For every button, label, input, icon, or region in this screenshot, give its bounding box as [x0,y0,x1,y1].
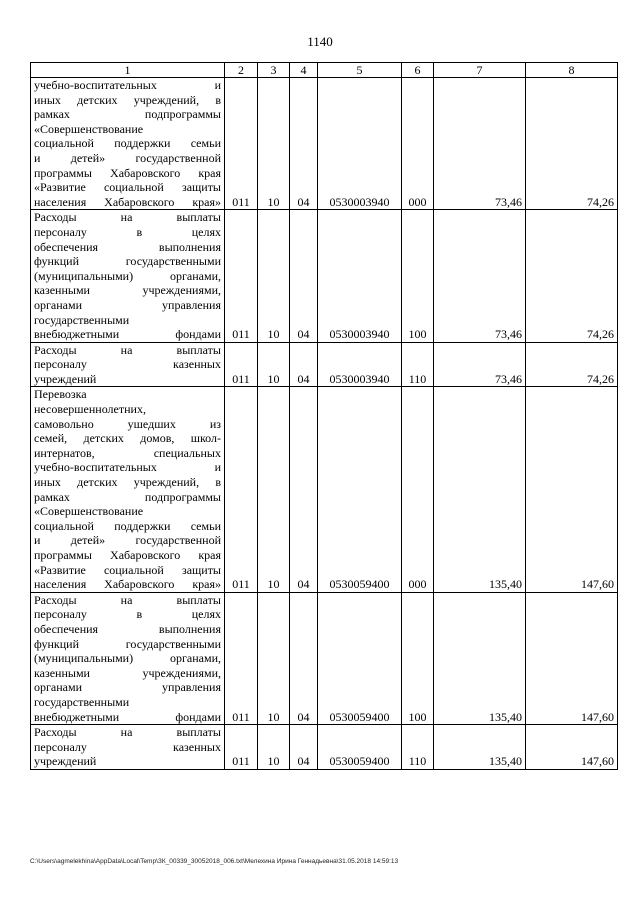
description-line: персоналу казенных [34,739,221,754]
description-line: и детей» государственной [34,150,221,165]
description-line: казенными учреждениями, [34,665,221,680]
row-description [31,342,225,387]
expense-type-code: 000 [402,387,434,592]
ministry-code: 011 [225,592,258,724]
amount-year-1: 73,46 [434,210,526,342]
description-line: органами управления [34,680,221,695]
amount-year-1: 135,40 [434,725,526,770]
target-article-code: 0530003940 [318,210,402,342]
description-line: «Совершенствование [34,504,144,519]
row-description [31,387,225,592]
subsection-code: 04 [290,210,318,342]
description-line: функций государственными [34,254,221,269]
amount-year-2: 147,60 [526,387,618,592]
header-row [31,63,618,78]
page-number: 1140 [307,34,333,49]
ministry-code: 011 [225,725,258,770]
description-line: «Совершенствование [34,121,144,136]
budget-table [30,62,618,770]
subsection-code: 04 [290,342,318,387]
expense-type-code: 000 [402,78,434,210]
row-description [31,592,225,724]
section-code: 10 [258,342,290,387]
col-header-5: 5 [318,63,402,78]
description-line: обеспечения выполнения [34,239,221,254]
ministry-code: 011 [225,342,258,387]
amount-year-1: 73,46 [434,78,526,210]
col-header-8: 8 [526,63,618,78]
target-article-code: 0530059400 [318,592,402,724]
description-line: (муниципальными) органами, [34,651,221,666]
description-line: рамках подпрограммы [34,489,221,504]
col-header-3: 3 [258,63,290,78]
table-row [31,78,618,210]
expense-type-code: 100 [402,592,434,724]
table-row [31,387,618,592]
target-article-code: 0530003940 [318,78,402,210]
expense-type-code: 110 [402,725,434,770]
amount-year-1: 73,46 [434,342,526,387]
description-line: программы Хабаровского края [34,165,221,180]
description-line: Перевозка [34,387,87,402]
description-line: внебюджетными фондами [34,327,221,342]
table-row [31,210,618,342]
description-line: органами управления [34,297,221,312]
description-line: иных детских учреждений, в [34,92,221,107]
target-article-code: 0530059400 [318,387,402,592]
subsection-code: 04 [290,387,318,592]
expense-type-code: 100 [402,210,434,342]
table-row [31,342,618,387]
description-line: функций государственными [34,636,221,651]
ministry-code: 011 [225,387,258,592]
description-line: внебюджетными фондами [34,709,221,724]
ministry-code: 011 [225,210,258,342]
amount-year-2: 74,26 [526,78,618,210]
section-code: 10 [258,592,290,724]
amount-year-2: 147,60 [526,592,618,724]
description-line: несовершеннолетних, [34,402,146,417]
description-line: иных детских учреждений, в [34,475,221,490]
section-code: 10 [258,210,290,342]
row-description [31,725,225,770]
row-description [31,210,225,342]
description-line: учреждений [34,371,97,386]
ministry-code: 011 [225,78,258,210]
col-header-1: 1 [31,63,225,78]
description-line: персоналу казенных [34,357,221,372]
description-line: обеспечения выполнения [34,621,221,636]
section-code: 10 [258,387,290,592]
amount-year-1: 135,40 [434,592,526,724]
description-line: программы Хабаровского края [34,548,221,562]
description-line: населения Хабаровского края» [34,577,221,592]
col-header-2: 2 [225,63,258,78]
description-line: социальной поддержки семьи [34,518,221,533]
description-line: учебно-воспитательных и [34,78,221,92]
description-line: рамках подпрограммы [34,107,221,122]
description-line: семей, детских домов, школ- [34,431,221,446]
description-line: (муниципальными) органами, [34,268,221,283]
description-line: персоналу в целях [34,607,221,622]
description-line: «Развитие социальной защиты [34,180,221,195]
description-line: населения Хабаровского края» [34,194,221,209]
description-line: самовольно ушедших из [34,416,221,431]
description-line: Расходы на выплаты [34,725,221,740]
row-description [31,78,225,210]
file-path-footer: C:\Users\agmelekhina\AppData\Local\Temp\ЗК_00339_30052018_006.txt\Мелехина Ирина Геннадьевна\31.05.2018 14:59:13 [30,858,399,865]
amount-year-2: 147,60 [526,725,618,770]
table-row [31,592,618,724]
description-line: и детей» государственной [34,533,221,548]
description-line: казенными учреждениями, [34,283,221,298]
subsection-code: 04 [290,592,318,724]
subsection-code: 04 [290,78,318,210]
col-header-4: 4 [290,63,318,78]
section-code: 10 [258,725,290,770]
description-line: социальной поддержки семьи [34,136,221,151]
table-row [31,725,618,770]
description-line: персоналу в целях [34,224,221,239]
target-article-code: 0530059400 [318,725,402,770]
target-article-code: 0530003940 [318,342,402,387]
amount-year-2: 74,26 [526,342,618,387]
description-line: государственными [34,694,130,709]
description-line: Расходы на выплаты [34,210,221,225]
description-line: государственными [34,312,130,327]
description-line: «Развитие социальной защиты [34,562,221,577]
subsection-code: 04 [290,725,318,770]
description-line: Расходы на выплаты [34,342,221,357]
amount-year-2: 74,26 [526,210,618,342]
section-code: 10 [258,78,290,210]
table-body [31,78,618,770]
description-line: учебно-воспитательных и [34,460,221,475]
col-header-7: 7 [434,63,526,78]
col-header-6: 6 [402,63,434,78]
expense-type-code: 110 [402,342,434,387]
description-line: интернатов, специальных [34,445,221,460]
description-line: учреждений [34,754,97,769]
amount-year-1: 135,40 [434,387,526,592]
description-line: Расходы на выплаты [34,592,221,607]
